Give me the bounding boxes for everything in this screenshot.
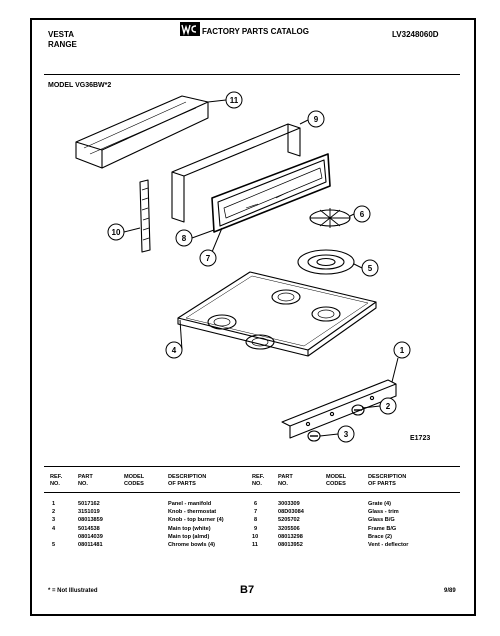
- part-no: 5205702: [278, 517, 300, 524]
- part-chrome-bowl: [298, 250, 354, 274]
- diagram-code: E1723: [410, 435, 431, 442]
- callout-4: [166, 320, 182, 358]
- ref-no: 5: [52, 541, 56, 548]
- callout-label-10: 10: [111, 228, 121, 237]
- table-row: [50, 508, 246, 516]
- part-description: Main top (white): [168, 525, 211, 532]
- callout-11: [208, 92, 242, 108]
- part-description: Frame B/G: [368, 525, 397, 532]
- page-number: B7: [240, 584, 255, 596]
- part-brace: [140, 180, 150, 252]
- ref-no: 3: [52, 517, 56, 524]
- callout-label-3: 3: [343, 430, 349, 439]
- callout-1: [392, 342, 410, 382]
- ref-no: 7: [254, 509, 258, 516]
- part-description: Knob - thermostat: [168, 509, 217, 516]
- table-top-rule: [44, 466, 460, 467]
- part-grate: [310, 208, 350, 228]
- catalog-number: LV3248060D: [392, 30, 439, 39]
- part-description: Chrome bowls (4): [168, 541, 215, 548]
- callout-label-2: 2: [385, 402, 391, 411]
- callout-label-6: 6: [359, 210, 365, 219]
- exploded-parts-diagram: [32, 88, 472, 448]
- not-illustrated-note: * = Not Illustrated: [48, 588, 98, 594]
- col-part-no-left: PART NO.: [78, 474, 93, 487]
- part-frame: [172, 124, 300, 222]
- model-label: MODEL VG36BW*2: [48, 82, 112, 89]
- callout-label-4: 4: [171, 346, 177, 355]
- part-no: 3205506: [278, 525, 300, 532]
- part-no: 5014538: [78, 525, 100, 532]
- col-part-no-right: PART NO.: [278, 474, 293, 487]
- table-row: [50, 525, 246, 533]
- col-ref-no-right: REF. NO.: [252, 474, 265, 487]
- table-row: [50, 516, 246, 524]
- part-no: 08013298: [278, 533, 303, 540]
- part-no: 08013859: [78, 517, 103, 524]
- part-no: 08D03084: [278, 509, 304, 516]
- table-row: [50, 541, 246, 549]
- callout-label-9: 9: [313, 115, 319, 124]
- part-description: Vent - deflector: [368, 541, 409, 548]
- parts-list-left: [50, 500, 246, 549]
- table-row: [252, 500, 458, 508]
- table-row: [252, 516, 458, 524]
- part-description: Glass B/G: [368, 517, 395, 524]
- catalog-title: FACTORY PARTS CATALOG: [202, 27, 309, 36]
- part-no: 08011481: [78, 541, 103, 548]
- col-model-codes-right: MODEL CODES: [326, 474, 347, 487]
- callout-label-1: 1: [399, 346, 405, 355]
- table-header-rule: [44, 492, 460, 493]
- part-description: Glass - trim: [368, 509, 399, 516]
- ref-no: 10: [252, 533, 259, 540]
- callout-label-8: 8: [181, 234, 187, 243]
- ref-no: 2: [52, 509, 56, 516]
- table-row: [50, 500, 246, 508]
- wci-logo-icon: [180, 22, 200, 36]
- part-no: 08014039: [78, 533, 103, 540]
- table-row: [252, 541, 458, 549]
- table-row: [252, 525, 458, 533]
- ref-no: 6: [254, 501, 258, 507]
- part-description: Brace (2): [368, 533, 392, 540]
- part-glass-backguard: [212, 154, 330, 232]
- col-description-left: DESCRIPTION OF PARTS: [168, 474, 207, 487]
- callout-10: [108, 224, 140, 240]
- part-no: 5017162: [78, 501, 100, 507]
- callout-label-7: 7: [205, 254, 211, 263]
- callout-label-11: 11: [229, 96, 239, 105]
- callout-5: [354, 260, 378, 276]
- callout-8: [176, 230, 214, 246]
- callout-label-5: 5: [367, 264, 373, 273]
- revision-date: 9/89: [444, 588, 456, 594]
- ref-no: 4: [52, 525, 56, 532]
- callout-2: [362, 398, 396, 414]
- brand-line-1: VESTA: [48, 30, 75, 39]
- parts-list-right: [252, 500, 458, 549]
- col-model-codes-left: MODEL CODES: [124, 474, 145, 487]
- part-main-top: [178, 272, 376, 356]
- part-description: Knob - top burner (4): [168, 517, 224, 524]
- table-row: [252, 508, 458, 516]
- ref-no: 9: [254, 525, 258, 532]
- header-divider: [44, 74, 460, 75]
- part-no: 3151019: [78, 509, 100, 516]
- table-row: [252, 533, 458, 541]
- table-row: [50, 533, 246, 541]
- ref-no: 11: [252, 541, 258, 548]
- callout-6: [350, 206, 370, 222]
- col-ref-no-left: REF. NO.: [50, 474, 63, 487]
- part-no: 08013952: [278, 541, 303, 548]
- part-description: Panel - manifold: [168, 501, 212, 507]
- part-knob-thermostat: [352, 405, 364, 415]
- part-description: Main top (almd): [168, 533, 210, 540]
- col-description-right: DESCRIPTION OF PARTS: [368, 474, 407, 487]
- part-knob-top-burner: [308, 431, 320, 441]
- ref-no: 8: [254, 517, 258, 524]
- brand-line-2: RANGE: [48, 40, 77, 49]
- callout-9: [300, 111, 324, 127]
- callout-3: [320, 426, 354, 442]
- part-vent-deflector: [76, 96, 208, 168]
- part-description: Grate (4): [368, 501, 392, 507]
- ref-no: 1: [52, 501, 56, 507]
- part-no: 3003309: [278, 501, 300, 507]
